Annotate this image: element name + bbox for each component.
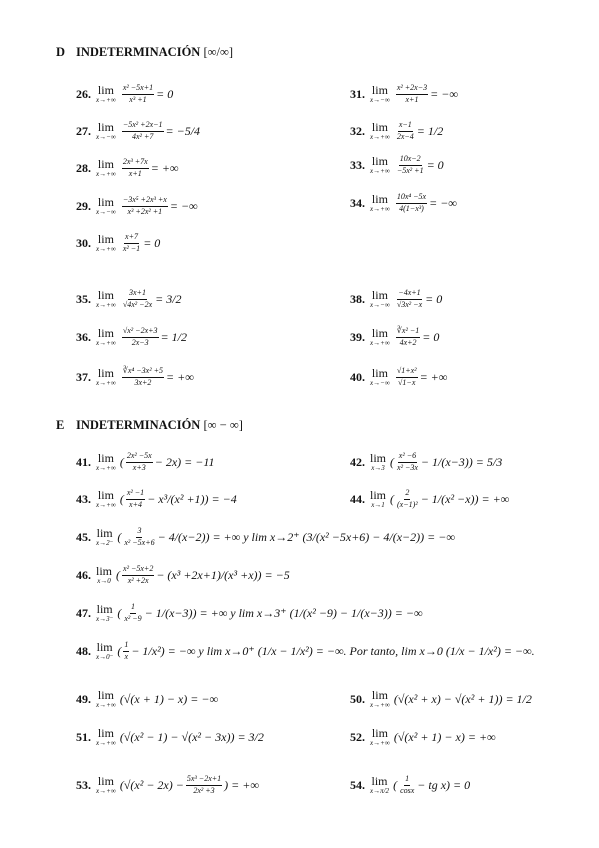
limit-subscript: x→+∞	[370, 739, 390, 747]
expr-rest: = +∞	[419, 369, 448, 384]
exercise-number: 44.	[350, 491, 365, 506]
limit-subscript: x→+∞	[370, 339, 390, 347]
fraction-denominator: x² +2x	[127, 575, 149, 585]
fraction-denominator: 3x+2	[134, 377, 152, 387]
expr-rest: = 0	[143, 235, 161, 250]
fraction-numerator: 1	[130, 603, 136, 613]
exercise-number: 40.	[350, 369, 365, 384]
section-title: INDETERMINACIÓN	[76, 418, 201, 432]
fraction	[122, 327, 159, 347]
limit-operator: lim x→+∞	[370, 120, 390, 141]
section-title: INDETERMINACIÓN	[76, 45, 201, 59]
limit-operator: lim x→+∞	[370, 154, 390, 175]
limit-operator: lim x→0	[96, 564, 113, 585]
fraction	[123, 527, 155, 547]
expr-rest: (√(x² + 1) − x) = +∞	[393, 729, 496, 744]
fraction-numerator: 10x−2	[399, 155, 422, 165]
fraction	[122, 158, 149, 178]
fraction-numerator: 2x³ +7x	[122, 158, 149, 168]
exercise-item	[76, 367, 194, 387]
limit-subscript: x→+∞	[96, 245, 116, 253]
exercise-item	[76, 327, 187, 347]
exercise-item	[76, 727, 264, 747]
exercise-item	[350, 727, 496, 747]
fraction-numerator: √1+x²	[396, 367, 418, 377]
fraction	[123, 641, 129, 661]
limit-operator: lim x→1	[370, 488, 387, 509]
exercise-item	[76, 452, 214, 472]
limit-subscript: x→1	[371, 501, 385, 509]
limit-subscript: x→+∞	[96, 464, 116, 472]
limit-operator: lim x→2⁻	[96, 526, 114, 547]
limit-subscript: x→+∞	[96, 739, 116, 747]
exercise-item	[350, 84, 458, 104]
limit-subscript: x→+∞	[370, 133, 390, 141]
exercise-number: 33.	[350, 157, 365, 172]
fraction-denominator: x+3	[132, 462, 146, 472]
limit-operator: lim x→−∞	[370, 83, 390, 104]
limit-operator: lim x→+∞	[96, 326, 116, 347]
limit-subscript: x→3	[371, 464, 385, 472]
fraction-denominator: x+1	[405, 94, 419, 104]
limit-operator: lim x→+∞	[96, 688, 116, 709]
expr-prefix: (	[393, 777, 398, 792]
exercise-number: 46.	[76, 567, 91, 582]
section-bracket: [∞/∞]	[203, 45, 234, 59]
fraction-denominator: x² −1	[122, 243, 141, 253]
limit-operator: lim x→−∞	[370, 288, 390, 309]
exercise-item	[76, 84, 173, 104]
limit-subscript: x→+∞	[96, 170, 116, 178]
limit-operator: lim x→+∞	[96, 83, 116, 104]
limit-operator: lim x→+∞	[96, 726, 116, 747]
exercise-number: 48.	[76, 643, 91, 658]
limit-subscript: x→−∞	[96, 133, 116, 141]
fraction-numerator: 1	[404, 775, 410, 785]
fraction-denominator: √4x² −2x	[122, 299, 153, 309]
fraction	[126, 452, 153, 472]
expr-prefix: (	[119, 491, 124, 506]
expr-rest: (√(x² − 1) − √(x² − 3x)) = 3/2	[119, 729, 264, 744]
fraction-numerator: 3x+1	[128, 289, 147, 299]
fraction-denominator: x+4	[129, 499, 142, 509]
fraction-denominator: 2x² +3	[193, 785, 215, 795]
expr-rest: − 4/(x−2)) = +∞ y lim x→2⁺ (3/(x² −5x+6) − 4/(x−2)) = −∞	[157, 529, 455, 544]
fraction	[396, 121, 415, 141]
fraction-denominator: 2x−4	[396, 131, 414, 141]
limit-subscript: x→+∞	[370, 205, 390, 213]
fraction-numerator: −5x² +2x−1	[122, 121, 164, 131]
limit-operator: lim x→+∞	[370, 688, 390, 709]
fraction	[399, 775, 415, 795]
limit-subscript: x→3⁻	[96, 615, 114, 623]
fraction-numerator: ∛x⁴ −3x² +5	[122, 367, 164, 377]
expr-rest: = 3/2	[155, 291, 182, 306]
exercise-item	[350, 489, 509, 509]
expr-rest: = 0	[425, 291, 443, 306]
exercise-number: 41.	[76, 454, 91, 469]
exercise-number: 37.	[76, 369, 91, 384]
exercise-number: 47.	[76, 605, 91, 620]
exercise-item	[350, 327, 439, 347]
fraction-denominator: x	[124, 651, 129, 661]
fraction	[396, 193, 427, 213]
fraction-denominator: √3x² −x	[396, 299, 423, 309]
limit-operator: lim x→−∞	[370, 366, 390, 387]
fraction	[396, 289, 423, 309]
limit-subscript: x→+∞	[370, 167, 390, 175]
limit-subscript: x→+∞	[96, 501, 116, 509]
limit-operator: lim x→+∞	[370, 326, 390, 347]
fraction-numerator: 1	[123, 641, 129, 651]
limit-subscript: x→−∞	[370, 301, 390, 309]
limit-operator: lim x→3	[370, 451, 387, 472]
fraction-denominator: −5x² +1	[396, 165, 424, 175]
exercise-number: 32.	[350, 123, 365, 138]
fraction	[126, 489, 145, 509]
limit-subscript: x→0⁻	[96, 653, 114, 661]
exercise-number: 51.	[76, 729, 91, 744]
exercise-item	[350, 121, 443, 141]
fraction	[122, 233, 141, 253]
limit-subscript: x→+∞	[96, 787, 116, 795]
limit-operator: lim x→+∞	[96, 451, 116, 472]
exercise-item	[76, 196, 198, 216]
exercise-number: 34.	[350, 195, 365, 210]
expr-rest: = −∞	[430, 86, 458, 101]
exercise-item	[76, 233, 160, 253]
fraction-numerator: 2x² −5x	[126, 452, 153, 462]
expr-rest: = 0	[422, 329, 440, 344]
limit-operator: lim x→+∞	[96, 157, 116, 178]
expr-rest: = −∞	[169, 198, 198, 213]
exercise-item	[76, 158, 178, 178]
exercise-number: 27.	[76, 123, 91, 138]
fraction-denominator: 4x² +7	[132, 131, 154, 141]
exercise-number: 35.	[76, 291, 91, 306]
exercise-number: 53.	[76, 777, 91, 792]
expr-prefix: (	[117, 643, 122, 658]
section-letter: E	[56, 418, 65, 432]
fraction-denominator: x³ +2x² +1	[127, 206, 163, 216]
exercise-item	[76, 775, 259, 795]
fraction-numerator: 3	[136, 527, 142, 537]
limit-subscript: x→2⁻	[96, 539, 114, 547]
expr-prefix: (	[117, 605, 122, 620]
exercise-item	[76, 603, 423, 623]
fraction-denominator: 4(1−x³)	[399, 203, 424, 213]
fraction-numerator: x² +2x−3	[396, 84, 428, 94]
exercise-item	[350, 289, 442, 309]
fraction	[396, 327, 420, 347]
expr-rest: = 0	[156, 86, 174, 101]
section-letter: D	[56, 45, 66, 59]
expr-rest: − 1/(x−3)) = +∞ y lim x→3⁺ (1/(x² −9) − 1/(x−3)) = −∞	[144, 605, 423, 620]
exercise-number: 45.	[76, 529, 91, 544]
expr-prefix: (	[390, 454, 395, 469]
exercise-number: 42.	[350, 454, 365, 469]
exercise-item	[350, 193, 457, 213]
fraction	[122, 565, 154, 585]
limit-subscript: x→−∞	[96, 208, 116, 216]
exercise-number: 38.	[350, 291, 365, 306]
section-header	[56, 45, 233, 60]
expr-rest: = 1/2	[160, 329, 187, 344]
exercise-number: 49.	[76, 691, 91, 706]
section-header	[56, 418, 243, 433]
expr-rest: = −5/4	[165, 123, 201, 138]
fraction	[396, 452, 419, 472]
limit-operator: lim x→3⁻	[96, 602, 114, 623]
fraction	[122, 367, 164, 387]
limit-subscript: x→π/2	[370, 787, 390, 795]
expr-rest: (√(x² + x) − √(x² + 1)) = 1/2	[393, 691, 532, 706]
fraction-numerator: x² −1	[126, 489, 145, 499]
section-bracket: [∞ − ∞]	[203, 418, 243, 432]
expr-prefix: (	[390, 491, 395, 506]
limit-subscript: x→0	[97, 577, 111, 585]
expr-prefix: (√(x² − 2x) −	[119, 777, 184, 792]
expr-rest: − 1/(x² −x)) = +∞	[420, 491, 510, 506]
fraction	[396, 489, 419, 509]
limit-subscript: x→+∞	[96, 96, 116, 104]
fraction-numerator: 2	[404, 489, 410, 499]
exercise-item	[76, 121, 200, 141]
exercise-number: 31.	[350, 86, 365, 101]
fraction-denominator: (x−1)²	[397, 499, 418, 509]
exercise-number: 30.	[76, 235, 91, 250]
expr-rest: = +∞	[166, 369, 194, 384]
exercise-number: 36.	[76, 329, 91, 344]
fraction-denominator: x² −3x	[397, 462, 418, 472]
fraction-denominator: x+1	[128, 168, 142, 178]
fraction-numerator: −3x⁵ +2x³ +x	[122, 196, 168, 206]
exercise-number: 52.	[350, 729, 365, 744]
limit-subscript: x→−∞	[370, 379, 390, 387]
fraction	[122, 289, 153, 309]
expr-prefix: (	[116, 567, 121, 582]
limit-subscript: x→+∞	[96, 301, 116, 309]
fraction-denominator: 2x−3	[131, 337, 149, 347]
exercise-number: 43.	[76, 491, 91, 506]
expr-rest: − tg x) = 0	[417, 777, 471, 792]
limit-operator: lim x→+∞	[96, 288, 116, 309]
limit-subscript: x→+∞	[96, 701, 116, 709]
limit-operator: lim x→−∞	[96, 195, 116, 216]
exercise-item	[76, 641, 535, 661]
fraction-denominator: x² −5x+6	[124, 537, 155, 547]
exercise-item	[350, 775, 470, 795]
expr-rest: = +∞	[150, 160, 179, 175]
limit-operator: lim x→+∞	[96, 774, 116, 795]
exercise-item	[350, 367, 447, 387]
expr-rest: − 1/x²) = −∞ y lim x→0⁺ (1/x − 1/x²) = −∞. Por tanto, lim x→0 (1/x − 1/x²) = −∞.	[131, 643, 535, 658]
expr-rest: − (x³ +2x+1)/(x³ +x)) = −5	[156, 567, 290, 582]
fraction-denominator: x² −9	[124, 613, 142, 623]
fraction-numerator: ∛x² −1	[396, 327, 420, 337]
exercise-item	[76, 289, 182, 309]
exercise-number: 54.	[350, 777, 365, 792]
exercise-item	[76, 527, 455, 547]
fraction-denominator: 4x+2	[399, 337, 417, 347]
fraction	[186, 775, 222, 795]
limit-operator: lim x→π/2	[370, 774, 390, 795]
exercise-item	[350, 155, 444, 175]
fraction-denominator: cosx	[400, 785, 415, 795]
expr-rest: − 2x) = −11	[154, 454, 215, 469]
limit-operator: lim x→0⁻	[96, 640, 114, 661]
exercise-number: 28.	[76, 160, 91, 175]
limit-operator: lim x→+∞	[96, 232, 116, 253]
fraction-denominator: √1−x	[398, 377, 416, 387]
expr-rest: ) = +∞	[224, 777, 259, 792]
exercise-item	[76, 489, 237, 509]
limit-subscript: x→−∞	[370, 96, 390, 104]
expr-rest: = 0	[426, 157, 444, 172]
expr-rest: (√(x + 1) − x) = −∞	[119, 691, 218, 706]
fraction-numerator: −4x+1	[397, 289, 421, 299]
exercise-number: 50.	[350, 691, 365, 706]
exercise-item	[76, 565, 290, 585]
limit-subscript: x→+∞	[370, 701, 390, 709]
fraction-numerator: √x² −2x+3	[122, 327, 159, 337]
fraction	[396, 367, 418, 387]
fraction	[122, 84, 154, 104]
limit-subscript: x→+∞	[96, 339, 116, 347]
fraction	[122, 121, 164, 141]
limit-operator: lim x→+∞	[370, 192, 390, 213]
expr-rest: = −∞	[429, 195, 457, 210]
fraction-numerator: x² −5x+1	[122, 84, 154, 94]
expr-rest: − x³/(x² +1)) = −4	[147, 491, 237, 506]
limit-subscript: x→+∞	[96, 379, 116, 387]
fraction-numerator: 10x⁴ −5x	[396, 193, 427, 203]
expr-rest: = 1/2	[416, 123, 444, 138]
exercise-number: 29.	[76, 198, 91, 213]
fraction-numerator: x−1	[398, 121, 413, 131]
limit-operator: lim x→−∞	[96, 120, 116, 141]
fraction-numerator: x+7	[124, 233, 139, 243]
fraction	[122, 196, 168, 216]
limit-operator: lim x→+∞	[96, 366, 116, 387]
exercise-item	[76, 689, 218, 709]
fraction-numerator: x² −5x+2	[122, 565, 154, 575]
fraction	[396, 84, 428, 104]
expr-prefix: (	[119, 454, 124, 469]
fraction-numerator: x² −6	[398, 452, 417, 462]
exercise-item	[350, 452, 502, 472]
exercise-number: 39.	[350, 329, 365, 344]
limit-operator: lim x→+∞	[370, 726, 390, 747]
expr-prefix: (	[117, 529, 122, 544]
fraction-denominator: x³ +1	[129, 94, 147, 104]
exercise-number: 26.	[76, 86, 91, 101]
fraction	[396, 155, 425, 175]
exercise-item	[350, 689, 532, 709]
expr-rest: − 1/(x−3)) = 5/3	[420, 454, 503, 469]
limit-operator: lim x→+∞	[96, 488, 116, 509]
fraction	[123, 603, 142, 623]
fraction-numerator: 5x³ −2x+1	[186, 775, 222, 785]
